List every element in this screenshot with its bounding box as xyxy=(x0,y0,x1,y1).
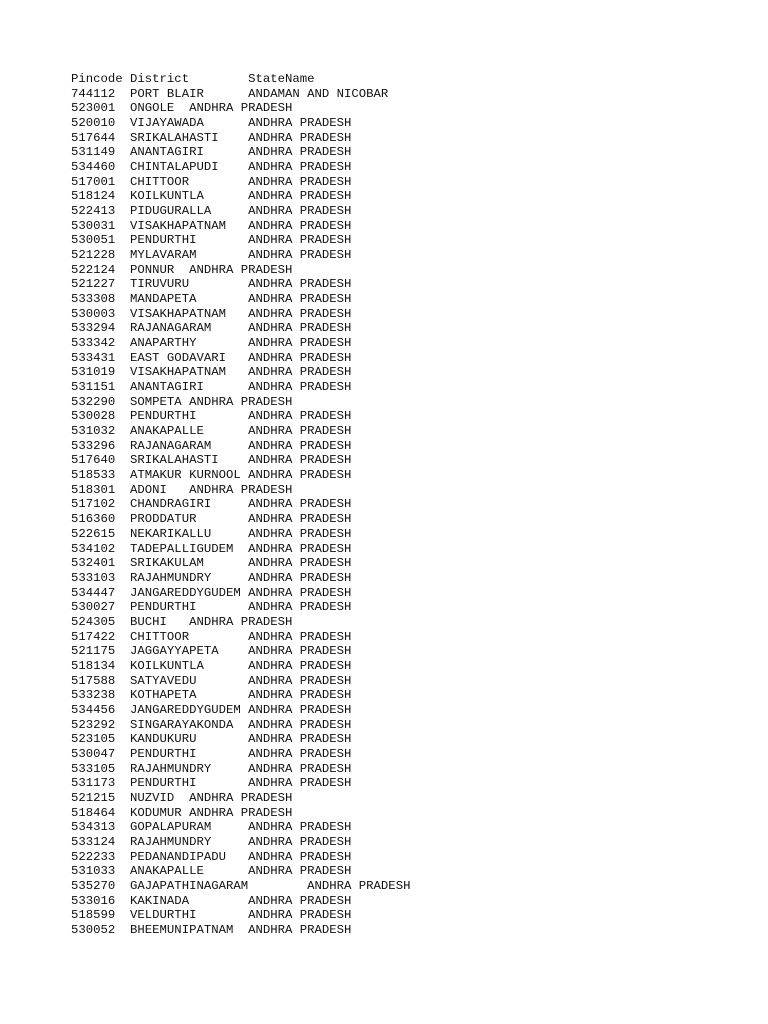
data-line: 533238 KOTHAPETA ANDHRA PRADESH xyxy=(71,688,352,703)
data-line: 521215 NUZVID ANDHRA PRADESH xyxy=(71,790,293,805)
data-line: 533103 RAJAHMUNDRY ANDHRA PRADESH xyxy=(71,570,352,585)
data-line: 518599 VELDURTHI ANDHRA PRADESH xyxy=(71,908,352,923)
data-line: 524305 BUCHI ANDHRA PRADESH xyxy=(71,614,293,629)
data-line: 535270 GAJAPATHINAGARAM ANDHRA PRADESH xyxy=(71,878,411,893)
data-line: 517102 CHANDRAGIRI ANDHRA PRADESH xyxy=(71,497,352,512)
data-line: 518124 KOILKUNTLA ANDHRA PRADESH xyxy=(71,189,352,204)
data-line: 517588 SATYAVEDU ANDHRA PRADESH xyxy=(71,673,352,688)
data-line: 521227 TIRUVURU ANDHRA PRADESH xyxy=(71,277,352,292)
data-line: 517422 CHITTOOR ANDHRA PRADESH xyxy=(71,629,352,644)
data-line: 533016 KAKINADA ANDHRA PRADESH xyxy=(71,893,352,908)
data-line: 533342 ANAPARTHY ANDHRA PRADESH xyxy=(71,336,352,351)
data-line: 518301 ADONI ANDHRA PRADESH xyxy=(71,482,293,497)
data-line: 530047 PENDURTHI ANDHRA PRADESH xyxy=(71,746,352,761)
data-line: 517001 CHITTOOR ANDHRA PRADESH xyxy=(71,174,352,189)
data-line: 523001 ONGOLE ANDHRA PRADESH xyxy=(71,101,293,116)
data-line: 517640 SRIKALAHASTI ANDHRA PRADESH xyxy=(71,453,352,468)
data-line: 533308 MANDAPETA ANDHRA PRADESH xyxy=(71,292,352,307)
document-page xyxy=(71,72,410,938)
data-line: 518533 ATMAKUR KURNOOL ANDHRA PRADESH xyxy=(71,468,352,483)
data-line: 531151 ANANTAGIRI ANDHRA PRADESH xyxy=(71,380,352,395)
data-line: 530051 PENDURTHI ANDHRA PRADESH xyxy=(71,233,352,248)
data-line: 530003 VISAKHAPATNAM ANDHRA PRADESH xyxy=(71,306,352,321)
data-line: 533431 EAST GODAVARI ANDHRA PRADESH xyxy=(71,350,352,365)
data-line: 531019 VISAKHAPATNAM ANDHRA PRADESH xyxy=(71,365,352,380)
data-line: 530031 VISAKHAPATNAM ANDHRA PRADESH xyxy=(71,218,352,233)
data-line: 523105 KANDUKURU ANDHRA PRADESH xyxy=(71,732,352,747)
data-line: 522615 NEKARIKALLU ANDHRA PRADESH xyxy=(71,526,352,541)
data-line: 534460 CHINTALAPUDI ANDHRA PRADESH xyxy=(71,160,352,175)
data-line: 531149 ANANTAGIRI ANDHRA PRADESH xyxy=(71,145,352,160)
data-line: 516360 PRODDATUR ANDHRA PRADESH xyxy=(71,512,352,527)
data-line: 534102 TADEPALLIGUDEM ANDHRA PRADESH xyxy=(71,541,352,556)
data-line: 522124 PONNUR ANDHRA PRADESH xyxy=(71,262,293,277)
data-line: 531032 ANAKAPALLE ANDHRA PRADESH xyxy=(71,424,352,439)
data-line: 520010 VIJAYAWADA ANDHRA PRADESH xyxy=(71,116,352,131)
header-line: Pincode District StateName xyxy=(71,72,315,86)
data-line: 523292 SINGARAYAKONDA ANDHRA PRADESH xyxy=(71,717,352,732)
data-line: 531033 ANAKAPALLE ANDHRA PRADESH xyxy=(71,864,352,879)
data-line: 534313 GOPALAPURAM ANDHRA PRADESH xyxy=(71,820,352,835)
pincode-text-listing xyxy=(71,72,410,938)
data-line: 532290 SOMPETA ANDHRA PRADESH xyxy=(71,394,293,409)
data-line: 530028 PENDURTHI ANDHRA PRADESH xyxy=(71,409,352,424)
data-line: 531173 PENDURTHI ANDHRA PRADESH xyxy=(71,776,352,791)
data-line: 534447 JANGAREDDYGUDEM ANDHRA PRADESH xyxy=(71,585,352,600)
data-line: 533124 RAJAHMUNDRY ANDHRA PRADESH xyxy=(71,834,352,849)
data-line: 521175 JAGGAYYAPETA ANDHRA PRADESH xyxy=(71,644,352,659)
data-line: 533294 RAJANAGARAM ANDHRA PRADESH xyxy=(71,321,352,336)
data-line: 522233 PEDANANDIPADU ANDHRA PRADESH xyxy=(71,849,352,864)
data-line: 530027 PENDURTHI ANDHRA PRADESH xyxy=(71,600,352,615)
data-line: 744112 PORT BLAIR ANDAMAN AND NICOBAR xyxy=(71,86,389,101)
data-line: 533296 RAJANAGARAM ANDHRA PRADESH xyxy=(71,438,352,453)
data-line: 530052 BHEEMUNIPATNAM ANDHRA PRADESH xyxy=(71,922,352,937)
data-line: 532401 SRIKAKULAM ANDHRA PRADESH xyxy=(71,556,352,571)
data-line: 533105 RAJAHMUNDRY ANDHRA PRADESH xyxy=(71,761,352,776)
data-line: 534456 JANGAREDDYGUDEM ANDHRA PRADESH xyxy=(71,702,352,717)
data-line: 518464 KODUMUR ANDHRA PRADESH xyxy=(71,805,293,820)
data-line: 518134 KOILKUNTLA ANDHRA PRADESH xyxy=(71,658,352,673)
data-line: 522413 PIDUGURALLA ANDHRA PRADESH xyxy=(71,204,352,219)
data-line: 521228 MYLAVARAM ANDHRA PRADESH xyxy=(71,248,352,263)
data-line: 517644 SRIKALAHASTI ANDHRA PRADESH xyxy=(71,130,352,145)
